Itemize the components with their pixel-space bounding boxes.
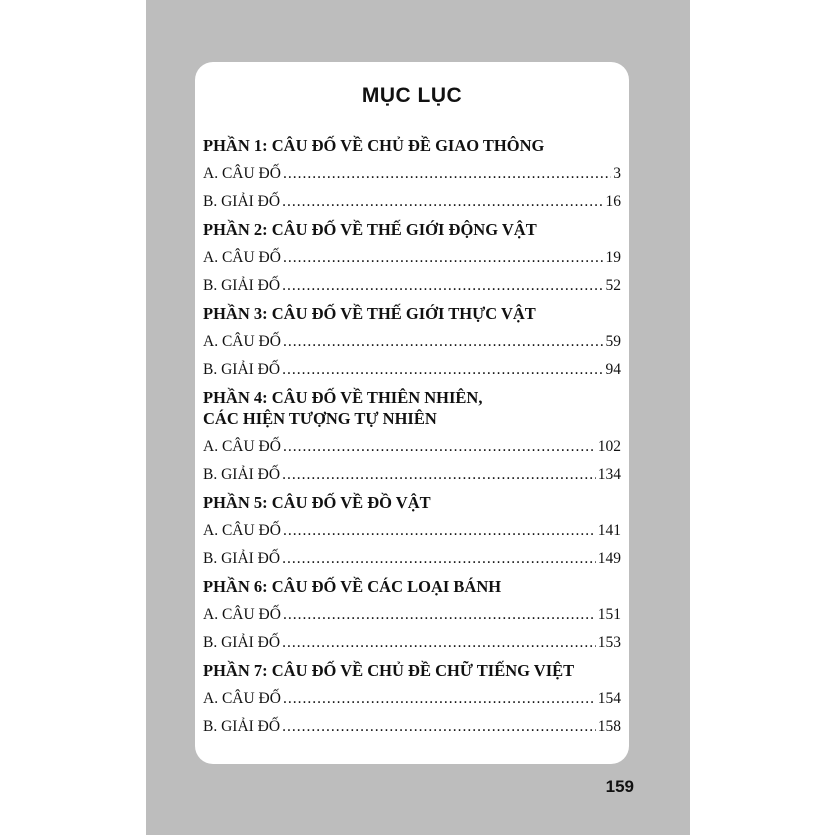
toc-entry[interactable] bbox=[203, 601, 621, 629]
dot-leader bbox=[282, 713, 596, 741]
toc-card bbox=[195, 62, 629, 764]
toc-entry[interactable] bbox=[203, 272, 621, 300]
toc-entry[interactable] bbox=[203, 160, 621, 188]
entry-label: A. CÂU ĐỐ bbox=[203, 333, 281, 350]
dot-leader bbox=[282, 545, 596, 573]
dot-leader bbox=[283, 601, 596, 629]
dot-leader bbox=[283, 517, 596, 545]
entry-page: 16 bbox=[605, 193, 621, 210]
toc-entry[interactable] bbox=[203, 461, 621, 489]
entry-label: B. GIẢI ĐỐ bbox=[203, 277, 281, 294]
toc-entry[interactable] bbox=[203, 713, 621, 741]
entry-label: A. CÂU ĐỐ bbox=[203, 165, 281, 182]
section-heading-line: PHẦN 4: CÂU ĐỐ VỀ THIÊN NHIÊN, bbox=[203, 388, 483, 407]
dot-leader bbox=[283, 328, 604, 356]
entry-label: A. CÂU ĐỐ bbox=[203, 606, 281, 623]
dot-leader bbox=[283, 685, 596, 713]
toc-entry[interactable] bbox=[203, 545, 621, 573]
entry-page: 94 bbox=[605, 361, 621, 378]
entry-label: A. CÂU ĐỐ bbox=[203, 249, 281, 266]
toc-entry[interactable] bbox=[203, 356, 621, 384]
entry-page: 141 bbox=[597, 522, 621, 539]
entry-label: B. GIẢI ĐỐ bbox=[203, 193, 281, 210]
dot-leader bbox=[283, 160, 611, 188]
entry-label: B. GIẢI ĐỐ bbox=[203, 718, 281, 735]
entry-page: 102 bbox=[597, 438, 621, 455]
entry-label: B. GIẢI ĐỐ bbox=[203, 634, 281, 651]
entry-page: 19 bbox=[605, 249, 621, 266]
dot-leader bbox=[283, 433, 596, 461]
entry-page: 134 bbox=[597, 466, 621, 483]
entry-page: 153 bbox=[597, 634, 621, 651]
dot-leader bbox=[282, 629, 596, 657]
section-heading: PHẦN 3: CÂU ĐỐ VỀ THẾ GIỚI THỰC VẬT bbox=[203, 304, 536, 323]
section-heading: PHẦN 1: CÂU ĐỐ VỀ CHỦ ĐỀ GIAO THÔNG bbox=[203, 136, 545, 155]
dot-leader bbox=[282, 272, 603, 300]
section-heading: PHẦN 7: CÂU ĐỐ VỀ CHỦ ĐỀ CHỮ TIẾNG VIỆT bbox=[203, 661, 575, 680]
entry-label: A. CÂU ĐỐ bbox=[203, 522, 281, 539]
entry-label: B. GIẢI ĐỐ bbox=[203, 550, 281, 567]
entry-label: B. GIẢI ĐỐ bbox=[203, 466, 281, 483]
dot-leader bbox=[283, 244, 604, 272]
book-page bbox=[146, 0, 690, 835]
section-heading: PHẦN 5: CÂU ĐỐ VỀ ĐỒ VẬT bbox=[203, 493, 431, 512]
toc-entry[interactable] bbox=[203, 328, 621, 356]
toc-list bbox=[203, 132, 621, 741]
entry-page: 151 bbox=[597, 606, 621, 623]
entry-label: A. CÂU ĐỐ bbox=[203, 438, 281, 455]
dot-leader bbox=[282, 356, 603, 384]
section-heading bbox=[203, 384, 621, 433]
section-heading: PHẦN 2: CÂU ĐỐ VỀ THẾ GIỚI ĐỘNG VẬT bbox=[203, 220, 537, 239]
dot-leader bbox=[282, 188, 603, 216]
toc-entry[interactable] bbox=[203, 188, 621, 216]
section-heading: PHẦN 6: CÂU ĐỐ VỀ CÁC LOẠI BÁNH bbox=[203, 577, 502, 596]
section-heading-line: CÁC HIỆN TƯỢNG TỰ NHIÊN bbox=[203, 409, 437, 428]
entry-page: 59 bbox=[605, 333, 621, 350]
entry-label: A. CÂU ĐỐ bbox=[203, 690, 281, 707]
entry-page: 158 bbox=[597, 718, 621, 735]
toc-entry[interactable] bbox=[203, 629, 621, 657]
toc-entry[interactable] bbox=[203, 517, 621, 545]
entry-page: 154 bbox=[597, 690, 621, 707]
toc-entry[interactable] bbox=[203, 433, 621, 461]
toc-entry[interactable] bbox=[203, 685, 621, 713]
entry-page: 3 bbox=[613, 165, 621, 182]
entry-page: 52 bbox=[605, 277, 621, 294]
dot-leader bbox=[282, 461, 596, 489]
toc-title: MỤC LỤC bbox=[361, 84, 463, 107]
page-number: 159 bbox=[605, 777, 634, 796]
toc-entry[interactable] bbox=[203, 244, 621, 272]
entry-label: B. GIẢI ĐỐ bbox=[203, 361, 281, 378]
entry-page: 149 bbox=[597, 550, 621, 567]
